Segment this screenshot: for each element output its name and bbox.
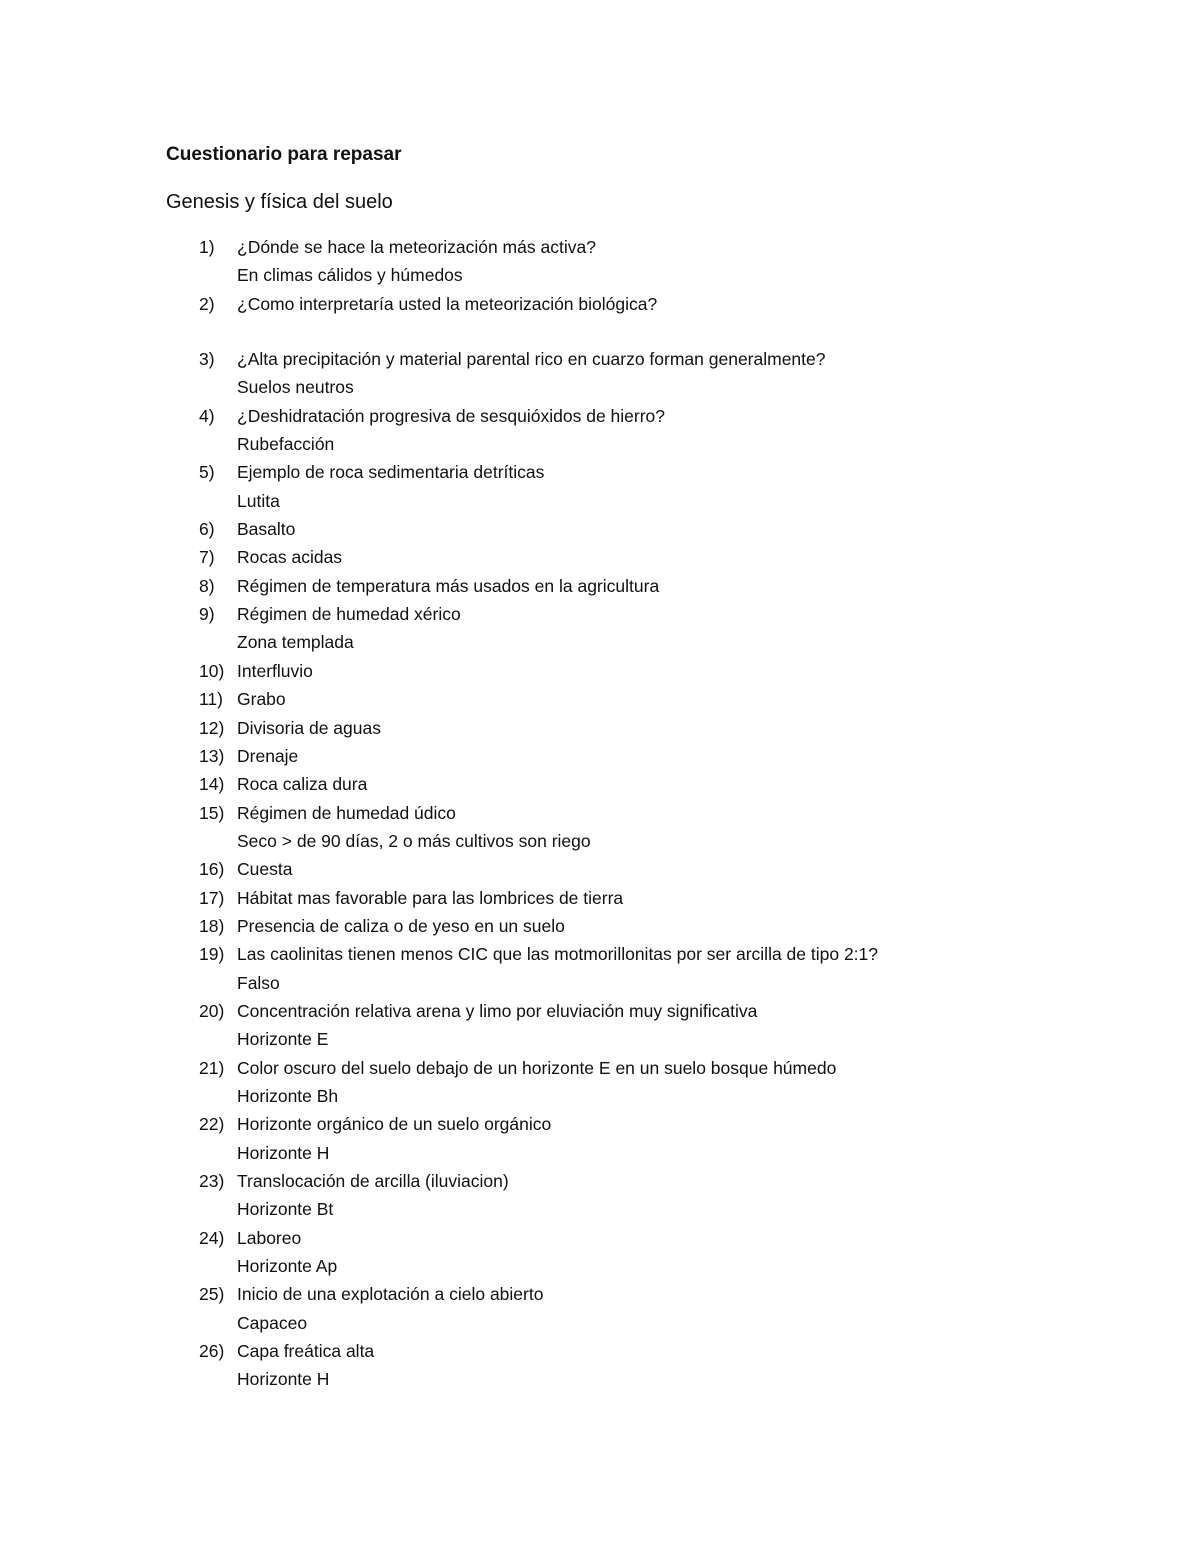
question-item: [0, 1054, 1200, 1111]
question-item: [0, 940, 1200, 997]
question-answer: Capaceo: [237, 1312, 308, 1333]
question-text: Divisoria de aguas: [237, 717, 381, 738]
question-text: Las caolinitas tienen menos CIC que las motmorillonitas por ser arcilla de tipo 2:1?: [237, 944, 879, 965]
question-number: 8): [199, 575, 215, 596]
question-number: 18): [199, 915, 225, 936]
question-answer: Suelos neutros: [237, 377, 354, 398]
question-item: [0, 855, 1200, 883]
question-number: 11): [199, 689, 223, 710]
question-text: Concentración relativa arena y limo por eluviación muy significativa: [237, 1000, 758, 1021]
question-item: [0, 742, 1200, 770]
question-answer: Horizonte E: [237, 1029, 329, 1050]
question-item: [0, 1337, 1200, 1394]
question-answer: Rubefacción: [237, 434, 335, 455]
question-text: Rocas acidas: [237, 547, 343, 568]
question-item: [0, 1280, 1200, 1337]
question-number: 16): [199, 859, 225, 880]
question-text: Régimen de humedad údico: [237, 802, 456, 823]
question-number: 3): [199, 349, 215, 370]
question-item: [0, 714, 1200, 742]
question-item: [0, 515, 1200, 543]
question-item: [0, 1224, 1200, 1281]
question-number: 23): [199, 1171, 225, 1191]
question-text: Ejemplo de roca sedimentaria detríticas: [237, 462, 545, 483]
question-item: [0, 884, 1200, 912]
question-answer: Falso: [237, 972, 280, 993]
question-text: ¿Alta precipitación y material parental rico en cuarzo forman generalmente?: [237, 349, 826, 370]
question-item: [0, 233, 1200, 290]
question-text: Drenaje: [237, 745, 299, 766]
question-text: Cuesta: [237, 859, 293, 880]
question-number: 10): [199, 660, 225, 681]
question-item: [0, 997, 1200, 1054]
question-number: 6): [199, 519, 215, 540]
question-text: ¿Deshidratación progresiva de sesquióxidos de hierro?: [237, 405, 666, 426]
question-item: [0, 1167, 1200, 1224]
question-number: 17): [199, 887, 225, 908]
question-answer: Zona templada: [237, 632, 354, 653]
question-item: [0, 770, 1200, 798]
question-text: Régimen de temperatura más usados en la agricultura: [237, 575, 660, 596]
question-text: ¿Como interpretaría usted la meteorización biológica?: [237, 293, 658, 314]
document-title: Cuestionario para repasar: [166, 144, 402, 165]
question-text: Régimen de humedad xérico: [237, 604, 461, 625]
question-text: Grabo: [237, 689, 286, 710]
question-item: [0, 543, 1200, 571]
question-text: Presencia de caliza o de yeso en un suelo: [237, 915, 565, 936]
question-item: [0, 912, 1200, 940]
question-text: Horizonte orgánico de un suelo orgánico: [237, 1114, 552, 1135]
question-item: [0, 345, 1200, 402]
question-answer: Horizonte Bt: [237, 1199, 334, 1220]
question-item: [0, 799, 1200, 856]
question-number: 13): [199, 745, 225, 766]
question-text: Color oscuro del suelo debajo de un horizonte E en un suelo bosque húmedo: [237, 1057, 837, 1078]
question-number: 14): [199, 774, 225, 795]
question-item: [0, 685, 1200, 713]
question-item: [0, 1110, 1200, 1167]
question-number: 22): [199, 1114, 225, 1135]
question-number: 5): [199, 462, 215, 483]
question-number: 25): [199, 1284, 225, 1305]
question-number: 20): [199, 1000, 225, 1021]
question-answer: Horizonte H: [237, 1369, 330, 1390]
question-number: 7): [199, 547, 215, 568]
question-item: [0, 458, 1200, 515]
question-number: 26): [199, 1341, 225, 1362]
question-answer: En climas cálidos y húmedos: [237, 265, 463, 286]
question-text: Translocación de arcilla (iluviacion): [237, 1171, 509, 1191]
question-text: Basalto: [237, 519, 296, 540]
question-answer: Horizonte H: [237, 1142, 330, 1163]
question-number: 1): [199, 237, 215, 257]
question-number: 15): [199, 802, 225, 823]
question-answer: Lutita: [237, 490, 280, 511]
question-number: 2): [199, 293, 215, 314]
question-answer: Horizonte Bh: [237, 1085, 339, 1106]
question-text: Hábitat mas favorable para las lombrices de tierra: [237, 887, 624, 908]
question-number: 24): [199, 1227, 225, 1248]
question-number: 19): [199, 944, 225, 965]
question-answer: Horizonte Ap: [237, 1256, 338, 1277]
question-text: Interfluvio: [237, 660, 313, 681]
question-answer: Seco > de 90 días, 2 o más cultivos son riego: [237, 830, 591, 851]
question-number: 9): [199, 604, 215, 625]
question-text: Laboreo: [237, 1227, 302, 1248]
question-list: [0, 233, 1200, 1394]
section-title: Genesis y física del suelo: [166, 191, 393, 213]
question-item: [0, 572, 1200, 600]
question-item: [0, 600, 1200, 657]
question-item: [0, 657, 1200, 685]
question-number: 4): [199, 405, 215, 426]
question-text: Inicio de una explotación a cielo abierto: [237, 1284, 544, 1305]
question-item: [0, 290, 1200, 318]
question-text: Roca caliza dura: [237, 774, 368, 795]
question-text: ¿Dónde se hace la meteorización más activa?: [237, 237, 596, 257]
question-text: Capa freática alta: [237, 1341, 375, 1362]
question-number: 21): [199, 1057, 225, 1078]
question-number: 12): [199, 717, 225, 738]
question-item: [0, 402, 1200, 459]
